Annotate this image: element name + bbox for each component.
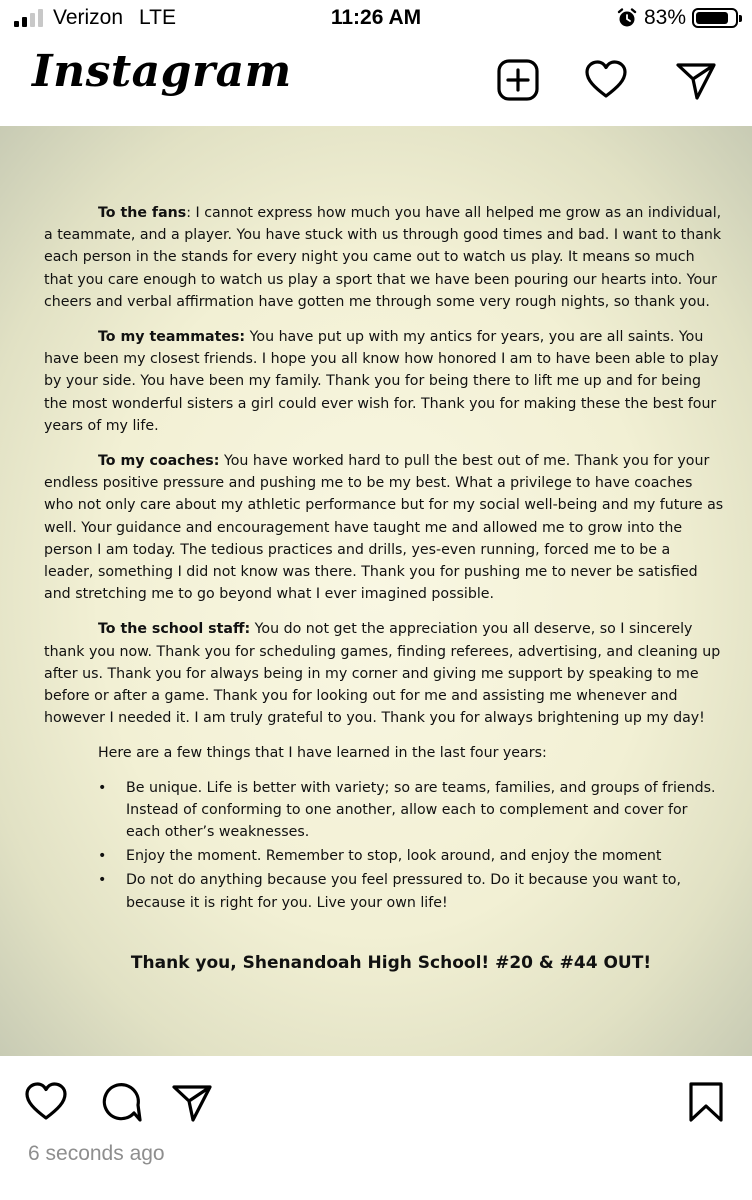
- list-item: • Be unique. Life is better with variety; so are teams, families, and groups of friends. Instead of conforming to one another, allow each to complement and cover for each other’s weaknesses.: [98, 779, 716, 841]
- battery-percent: 83%: [643, 6, 686, 29]
- list-item: • Enjoy the moment. Remember to stop, look around, and enjoy the moment: [98, 848, 662, 865]
- instagram-logo[interactable]: Instagram: [32, 46, 292, 97]
- app-header: [0, 42, 752, 122]
- paragraph-coaches: [44, 450, 724, 605]
- share-icon[interactable]: [170, 1080, 214, 1124]
- lessons-intro: Here are a few things that I have learned in the last four years:: [98, 745, 547, 762]
- paragraph-heading: To the school staff:: [98, 621, 251, 638]
- paragraph-teammates: [44, 326, 724, 437]
- comment-icon[interactable]: [98, 1080, 142, 1124]
- paragraph-heading: To my coaches:: [98, 453, 220, 470]
- paragraph-body: You have worked hard to pull the best out of me. Thank you for your endless positive pressure and pushing me to be my best. What a privilege to have coaches who not only care about my athletic performance but for my social well-being and my future as well. Your guidance and encouragement have taught me and allowed me to grow into the person I am today. The tedious practices and drills, yes-even running, forced me to be a leader, something I did not know was there. Thank you for pushing me to never be satisfied and stretching me to go beyond what I ever imagined possible.: [44, 453, 724, 603]
- lessons-list: [44, 777, 724, 914]
- battery-icon: [692, 8, 738, 28]
- paragraph-fans: To the fans: I cannot express how much you have all helped me grow as an individual, a teammate, and a player. You have stuck with us through good times and bad. I want to thank each person in the stands for every night you came out to watch us play. It means so much that you care enough to watch us play a sport that we have been pouring our hearts into. Your cheers and verbal affirmation have gotten me through some very rough nights, so thank you.: [44, 205, 722, 310]
- paragraph-school-staff: [44, 618, 724, 729]
- status-time: 11:26 AM: [330, 6, 422, 29]
- signal-strength-icon: [14, 9, 43, 27]
- status-bar: [0, 0, 752, 40]
- save-icon[interactable]: [684, 1080, 728, 1124]
- status-bar-left: [14, 6, 176, 30]
- paragraph-body: You do not get the appreciation you all deserve, so I sincerely thank you now. Thank you for scheduling games, finding referees, advertising, and cleaning up after us. Thank you for always being in my corner and giving me support by speaking to me before or after a game. Thank you for looking out for me and assisting me whenever and however I needed it. I am truly grateful to you. Thank you for always brightening up my day!: [44, 621, 721, 727]
- alarm-clock-icon: [616, 7, 638, 29]
- signoff: Thank you, Shenandoah High School! #20 & #44 OUT!: [130, 952, 652, 973]
- post-image[interactable]: [0, 126, 752, 1056]
- direct-message-icon[interactable]: [674, 58, 718, 102]
- paragraph-heading: To my teammates:: [98, 329, 246, 346]
- paragraph-body: You have put up with my antics for years, you are all saints. You have been my closest friends. I hope you all know how honored I am to have been able to play by your side. You have been my family. Thank you for being there to lift me up and for being the most wonderful sisters a girl could ever wish for. Thank you for making these the best four years of my life.: [44, 329, 719, 434]
- post-actions: [0, 1076, 752, 1126]
- like-icon[interactable]: [24, 1080, 68, 1124]
- paragraph-heading: To the fans: [98, 205, 187, 221]
- paragraph-body: I cannot express how much you have all helped me grow as an individual, a teammate, and a player. You have stuck with us through good times and bad. I want to thank each person in the stands for every night you came out to watch us play. It means so much that you care enough to watch us play a sport that we have been pouring our hearts into. Your cheers and verbal affirmation have gotten me through some very rough nights, so thank you.: [44, 205, 722, 310]
- heart-icon[interactable]: [584, 58, 628, 102]
- carrier-name: Verizon: [53, 6, 124, 29]
- post-timestamp: 6 seconds ago: [28, 1142, 165, 1165]
- list-item: • Do not do anything because you feel pressured to. Do it because you want to, because it is right for you. Live your own life!: [98, 872, 681, 911]
- letter-document: [44, 202, 724, 974]
- new-post-icon[interactable]: [496, 58, 540, 102]
- network-type: LTE: [139, 6, 177, 29]
- status-bar-right: [616, 6, 738, 30]
